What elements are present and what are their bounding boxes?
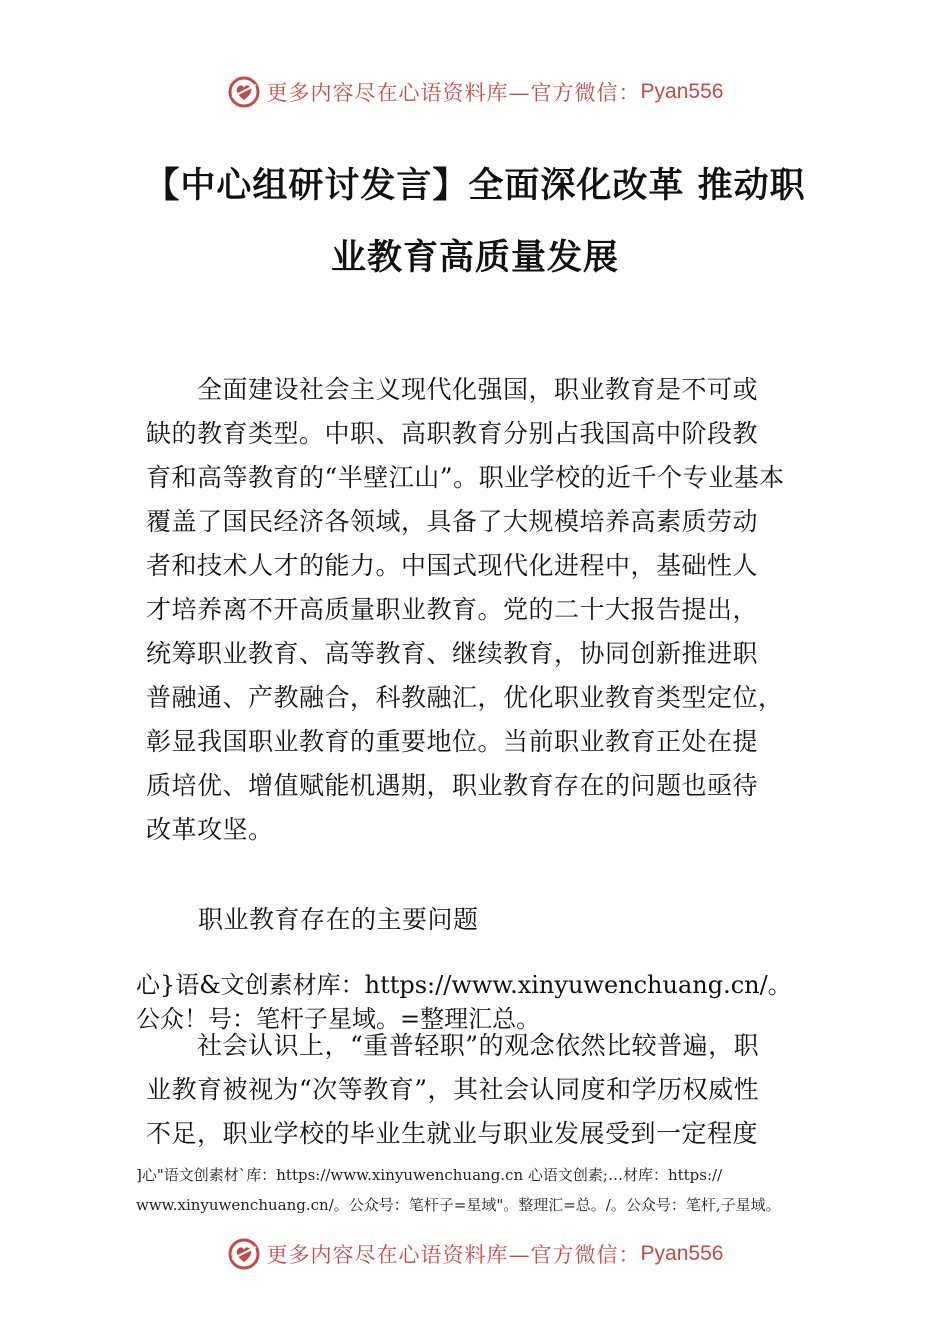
heart-logo-icon [227, 1237, 261, 1271]
text-line: 覆盖了国民经济各领域，具备了大规模培养高素质劳动 [146, 507, 759, 536]
document-title-line2: 业教育高质量发展 [330, 238, 619, 278]
document-title-line1: 【中心组研讨发言】全面深化改革 推动职 [144, 166, 806, 206]
text-line: 质培优、增值赋能机遇期，职业教育存在的问题也亟待 [146, 771, 759, 800]
header-banner [0, 72, 950, 112]
text-line: 不足，职业学校的毕业生就业与职业发展受到一定程度 [146, 1119, 759, 1148]
text-line: 社会认识上，“重普轻职”的观念依然比较普遍，职 [146, 1031, 760, 1060]
watermark-line: 心}语&文创素材库：https://www.xinyuwenchuang.cn/。 [136, 971, 792, 999]
text-line: 普融通、产教融合，科教融汇，优化职业教育类型定位， [146, 683, 784, 712]
banner-wechat-id: Pyan556 [640, 1242, 724, 1265]
banner-text: 更多内容尽在心语资料库—官方微信： [266, 1243, 641, 1267]
text-line: 才培养离不开高质量职业教育。党的二十大报告提出， [146, 595, 759, 624]
text-line: 业教育被视为“次等教育”，其社会认同度和学历权威性 [146, 1075, 760, 1104]
footer-banner [0, 1234, 950, 1274]
heart-logo-icon [227, 75, 261, 109]
paragraph-social-awareness [146, 1024, 836, 1156]
text-line: 改革攻坚。 [146, 815, 274, 844]
text-line: 统筹职业教育、高等教育、继续教育，协同创新推进职 [146, 639, 759, 668]
banner-text: 更多内容尽在心语资料库—官方微信： [266, 81, 641, 105]
watermark-line: ]心"语文创素材`库：https://www.xinyuwenchuang.cn 心语文创素;…材库：https:// [136, 1166, 723, 1184]
watermark-text-2 [136, 1160, 846, 1220]
banner-wechat-id: Pyan556 [640, 80, 724, 103]
text-line: 者和技术人才的能力。中国式现代化进程中，基础性人 [146, 551, 759, 580]
text-line: 全面建设社会主义现代化强国，职业教育是不可或 [146, 375, 759, 404]
watermark-line: www.xinyuwenchuang.cn/。公众号：笔杆子=星域"。整理汇=总。/。公众号：笔杆,子星域。 [136, 1196, 781, 1214]
text-line: 缺的教育类型。中职、高职教育分别占我国高中阶段教 [146, 419, 759, 448]
paragraph-intro [146, 368, 836, 852]
text-line: 彰显我国职业教育的重要地位。当前职业教育正处在提 [146, 727, 759, 756]
watermark-line: 公众！号：笔杆子星域。=整理汇总。 [136, 1005, 541, 1033]
text-line: 育和高等教育的“半壁江山”。职业学校的近千个专业基本 [146, 463, 785, 492]
section-heading: 职业教育存在的主要问题 [198, 905, 479, 934]
